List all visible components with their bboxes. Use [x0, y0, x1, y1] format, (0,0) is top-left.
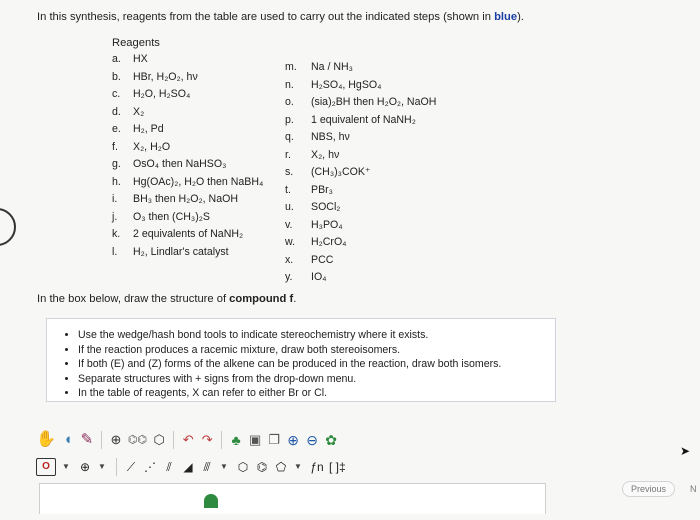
- reagent-text: H₂, Pd: [133, 123, 164, 135]
- reagent-text: H₂O, H₂SO₄: [133, 88, 191, 100]
- reagent-text: Hg(OAc)₂, H₂O then NaBH₄: [133, 175, 264, 188]
- instruction-item: • Separate structures with + signs from the drop-down menu.: [78, 372, 555, 387]
- canvas-handle-icon[interactable]: [204, 494, 218, 508]
- lasso-tool-icon[interactable]: ◖: [63, 431, 73, 448]
- reagent-letter: t.: [285, 183, 291, 196]
- reagents-title: Reagents: [112, 37, 160, 49]
- rings-icon[interactable]: ⬡: [153, 432, 165, 447]
- instruction-item: • In the table of reagents, X can refer to either Br or Cl.: [78, 386, 555, 401]
- prompt-text: In the box below, draw the structure of: [37, 293, 230, 305]
- drawing-canvas[interactable]: [39, 483, 546, 514]
- reagent-text: H₂SO₄, HgSO₄: [311, 78, 382, 91]
- reagent-letter: j.: [112, 210, 118, 223]
- intro-text-end: ).: [517, 11, 524, 23]
- reagent-text: H₂CrO₄: [311, 236, 347, 248]
- reagent-text: H₃PO₄: [311, 218, 343, 231]
- reagent-letter: g.: [112, 158, 121, 170]
- settings-icon[interactable]: ✿: [325, 432, 337, 448]
- reagent-text: (sia)₂BH then H₂O₂, NaOH: [311, 96, 437, 108]
- reagent-letter: k.: [112, 228, 121, 240]
- atom-selector[interactable]: O: [36, 458, 56, 476]
- eraser-tool-icon[interactable]: ✎: [80, 431, 94, 448]
- templates-icon[interactable]: ⌬⌬: [127, 434, 148, 446]
- next-button[interactable]: N: [690, 484, 697, 494]
- copy-icon[interactable]: ❐: [268, 432, 280, 447]
- reagent-text: OsO₄ then NaHSO₃: [133, 158, 227, 170]
- reagent-text: Na / NH₃: [311, 61, 353, 73]
- reagent-letter: w.: [285, 236, 296, 248]
- reagent-letter: q.: [285, 131, 294, 143]
- charge-tool[interactable]: ⊕: [79, 460, 91, 474]
- reagent-text: PCC: [311, 253, 334, 266]
- reagent-text: 1 equivalent of NaNH₂: [311, 113, 416, 126]
- reagent-letter: h.: [112, 175, 121, 188]
- reagent-letter: u.: [285, 201, 294, 213]
- reagent-text: H₂, Lindlar's catalyst: [133, 245, 229, 258]
- left-edge-arc: [0, 208, 16, 246]
- chevron-down-icon[interactable]: ▼: [294, 462, 302, 471]
- benzene-ring-icon[interactable]: ⌬: [256, 460, 268, 474]
- zoom-fit-icon[interactable]: ⊕: [110, 432, 122, 447]
- toolbar-separator: [173, 431, 174, 449]
- toolbar-separator: [221, 431, 222, 449]
- undo-icon[interactable]: ↶: [182, 432, 194, 447]
- toolbar-separator: [101, 431, 102, 449]
- reagent-text: HBr, H₂O₂, hν: [133, 70, 198, 83]
- mouse-cursor-icon: ➤: [680, 444, 691, 458]
- zoom-out-icon[interactable]: ⊖: [306, 432, 318, 448]
- single-bond-icon[interactable]: ⟋: [126, 460, 136, 474]
- triple-bond-icon[interactable]: ⫻: [203, 460, 211, 474]
- prompt-text-end: .: [293, 293, 297, 305]
- reagent-text: HX: [133, 53, 148, 65]
- reagent-text: 2 equivalents of NaNH₂: [133, 228, 244, 240]
- intro-highlight: blue: [494, 11, 518, 23]
- toolbar-separator: [116, 458, 117, 476]
- double-bond-icon[interactable]: ⫽: [166, 460, 172, 474]
- reagent-letter: d.: [112, 105, 121, 118]
- reagent-text: X₂: [133, 105, 145, 118]
- reagent-letter: n.: [285, 78, 294, 91]
- reagent-text: X₂, H₂O: [133, 140, 171, 153]
- draw-prompt: [37, 293, 296, 305]
- drawing-toolbar-bottom: [36, 456, 346, 478]
- clean-structure-icon[interactable]: ♣: [231, 432, 241, 448]
- reagent-letter: y.: [285, 271, 293, 283]
- reagent-letter: i.: [112, 193, 118, 205]
- reagent-letter: o.: [285, 96, 294, 108]
- intro-text: [37, 11, 524, 23]
- reagent-text: BH₃ then H₂O₂, NaOH: [133, 193, 238, 205]
- reagent-letter: x.: [285, 253, 294, 266]
- chevron-down-icon[interactable]: ▼: [98, 462, 106, 471]
- chevron-down-icon[interactable]: ▼: [62, 462, 70, 471]
- reagent-letter: l.: [112, 245, 118, 258]
- bracket-tool[interactable]: [ ]‡: [329, 460, 346, 474]
- reagent-letter: r.: [285, 148, 291, 161]
- instruction-item: • Use the wedge/hash bond tools to indicate stereochemistry where it exists.: [78, 328, 555, 343]
- hash-bond-icon[interactable]: ⋰: [144, 460, 156, 474]
- reagent-letter: c.: [112, 88, 121, 100]
- reagent-letter: e.: [112, 123, 121, 135]
- reagent-letter: p.: [285, 113, 294, 126]
- reagent-text: X₂, hν: [311, 148, 340, 161]
- reagent-letter: v.: [285, 218, 293, 231]
- hand-tool-icon[interactable]: ✋: [36, 431, 56, 448]
- reagent-text: (CH₃)₃COK⁺: [311, 166, 371, 178]
- intro-text-part: In this synthesis, reagents from the table are used to carry out the indicated steps (shown in: [37, 11, 495, 23]
- instructions-box: [46, 318, 556, 402]
- zoom-in-icon[interactable]: ⊕: [287, 432, 299, 448]
- wedge-bond-icon[interactable]: ◢: [183, 460, 193, 474]
- reagent-letter: m.: [285, 61, 297, 73]
- reagent-text: PBr₃: [311, 183, 333, 196]
- reagent-text: IO₄: [311, 271, 327, 283]
- instructions-list: [47, 319, 555, 401]
- instruction-item: • If the reaction produces a racemic mixture, draw both stereoisomers.: [78, 343, 555, 358]
- instruction-item: • If both (E) and (Z) forms of the alkene can be produced in the reaction, draw both isomers.: [78, 357, 555, 372]
- redo-icon[interactable]: ↷: [201, 432, 213, 447]
- reagent-text: SOCl₂: [311, 201, 341, 213]
- reagent-text: O₃ then (CH₃)₂S: [133, 210, 210, 223]
- hexagon-ring-icon[interactable]: ⬡: [237, 460, 249, 474]
- function-tool[interactable]: ƒn: [310, 460, 324, 474]
- previous-button[interactable]: Previous: [622, 481, 675, 497]
- reagent-letter: s.: [285, 166, 294, 178]
- drawing-toolbar-top: [36, 429, 338, 451]
- chevron-down-icon[interactable]: ▼: [220, 462, 228, 471]
- pentagon-ring-icon[interactable]: ⬠: [275, 460, 287, 474]
- reagent-letter: b.: [112, 70, 121, 83]
- reagent-letter: f.: [112, 140, 118, 153]
- reagent-text: NBS, hν: [311, 131, 350, 143]
- compound-name: compound f: [229, 293, 294, 305]
- paste-icon[interactable]: ▣: [248, 432, 262, 447]
- reagent-letter: a.: [112, 53, 121, 65]
